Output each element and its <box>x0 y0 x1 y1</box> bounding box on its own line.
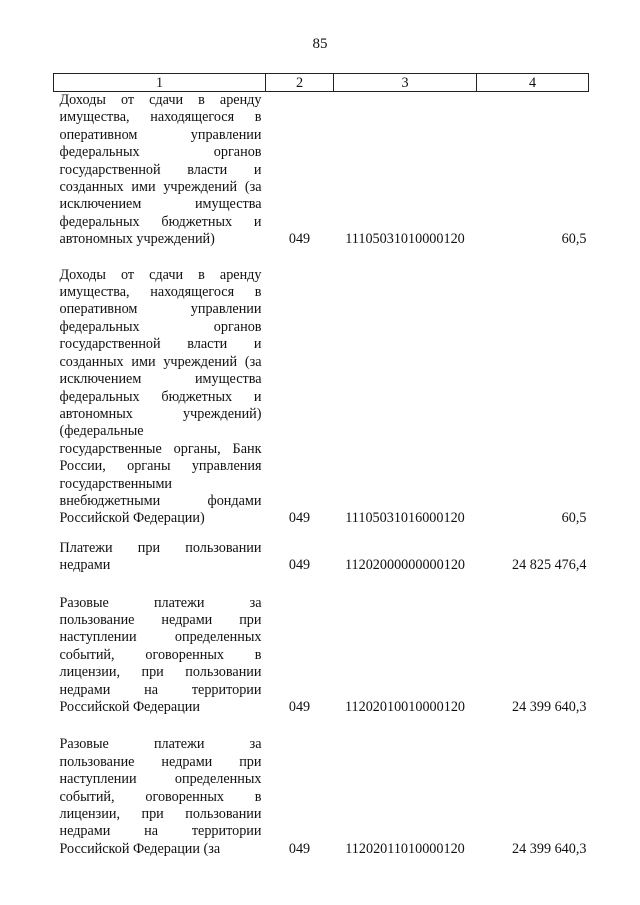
admin-code: 049 <box>288 840 311 857</box>
budget-revenue-table <box>53 73 589 858</box>
revenue-name-line: федеральных бюджетных и <box>59 213 262 230</box>
revenue-name-line: событий, оговоренных в <box>59 646 262 663</box>
revenue-name <box>54 92 266 249</box>
revenue-name-line: пользование недрами при <box>59 611 262 628</box>
revenue-name-line: (федеральные <box>59 423 144 440</box>
amount: 24 399 640,3 <box>512 699 587 715</box>
admin-code: 049 <box>288 510 311 527</box>
revenue-name-line: созданных ими учреждений (за <box>59 179 262 196</box>
row-spacer-cell <box>54 528 589 540</box>
revenue-name-line: Платежи при пользовании <box>59 539 262 556</box>
revenue-name-line: государственными <box>59 475 173 492</box>
revenue-name <box>54 595 266 717</box>
revenue-name-line: недрами на территории <box>59 823 262 840</box>
revenue-name-line: событий, оговоренных в <box>59 788 262 805</box>
row-spacer-cell <box>54 249 589 267</box>
page-number: 85 <box>312 36 328 52</box>
budget-classification-code: 11202011010000120 <box>345 840 465 857</box>
amount: 60,5 <box>561 510 587 527</box>
row-spacer <box>54 716 589 736</box>
row-spacer <box>54 575 589 595</box>
amount: 24 825 476,4 <box>512 557 587 574</box>
revenue-name-line: оперативном управлении <box>59 301 262 318</box>
revenue-name-line: лицензии, при пользовании <box>59 806 262 823</box>
revenue-name <box>54 736 266 858</box>
revenue-name <box>54 267 266 528</box>
budget-classification-code: 11202010010000120 <box>344 699 466 715</box>
revenue-name-line: автономных учреждений) <box>59 405 262 422</box>
revenue-name-line: федеральных бюджетных и <box>59 388 262 405</box>
header-row <box>54 74 589 92</box>
admin-code: 049 <box>288 557 311 574</box>
row-spacer <box>54 528 589 540</box>
revenue-name-line: федеральных органов <box>59 318 262 335</box>
revenue-name-line: недрами на территории <box>59 681 262 698</box>
table-row <box>54 736 589 858</box>
revenue-name-line: Разовые платежи за <box>59 736 262 753</box>
amount: 60,5 <box>561 231 587 248</box>
revenue-name-line: пользование недрами при <box>59 753 262 770</box>
revenue-name-line: Российской Федерации <box>59 699 200 715</box>
revenue-name-line: автономных учреждений) <box>59 231 215 248</box>
amount: 24 399 640,3 <box>512 840 587 857</box>
revenue-name <box>54 540 266 575</box>
header-col-3: 3 <box>334 74 477 92</box>
table-row <box>54 92 589 249</box>
budget-classification-code: 11202000000000120 <box>344 557 466 574</box>
revenue-name-line: наступлении определенных <box>59 771 262 788</box>
table-row <box>54 540 589 575</box>
revenue-name-line: государственные органы, Банк <box>59 440 262 457</box>
row-spacer <box>54 249 589 267</box>
header-col-4: 4 <box>477 74 589 92</box>
table-body <box>54 92 589 859</box>
revenue-name-line: недрами <box>59 557 111 574</box>
revenue-name-line: созданных ими учреждений (за <box>59 353 262 370</box>
revenue-name-line: федеральных органов <box>59 144 262 161</box>
table-row <box>54 595 589 717</box>
revenue-name-line: исключением имущества <box>59 371 262 388</box>
revenue-name-line: государственной власти и <box>59 161 262 178</box>
revenue-name-line: Доходы от сдачи в аренду <box>59 266 262 283</box>
table-row <box>54 267 589 528</box>
admin-code: 049 <box>288 231 311 248</box>
row-spacer-cell <box>54 716 589 736</box>
revenue-name-line: лицензии, при пользовании <box>59 664 262 681</box>
revenue-name-line: Российской Федерации (за <box>59 840 221 857</box>
header-col-1: 1 <box>54 74 266 92</box>
revenue-name-line: России, органы управления <box>59 458 262 475</box>
row-spacer-cell <box>54 575 589 595</box>
header-col-2: 2 <box>266 74 334 92</box>
revenue-name-line: наступлении определенных <box>59 629 262 646</box>
revenue-name-line: имущества, находящегося в <box>59 284 262 301</box>
revenue-name-line: государственной власти и <box>59 336 262 353</box>
budget-classification-code: 11105031010000120 <box>345 231 465 248</box>
revenue-name-line: Разовые платежи за <box>59 594 262 611</box>
revenue-name-line: исключением имущества <box>59 196 262 213</box>
table-header <box>54 74 589 92</box>
revenue-name-line: внебюджетными фондами <box>59 492 262 509</box>
revenue-name-line: Доходы от сдачи в аренду <box>59 92 262 108</box>
revenue-name-line: Российской Федерации) <box>59 510 205 527</box>
budget-classification-code: 11105031016000120 <box>345 510 465 527</box>
revenue-name-line: оперативном управлении <box>59 126 262 143</box>
admin-code: 049 <box>288 699 311 715</box>
revenue-name-line: имущества, находящегося в <box>59 109 262 126</box>
